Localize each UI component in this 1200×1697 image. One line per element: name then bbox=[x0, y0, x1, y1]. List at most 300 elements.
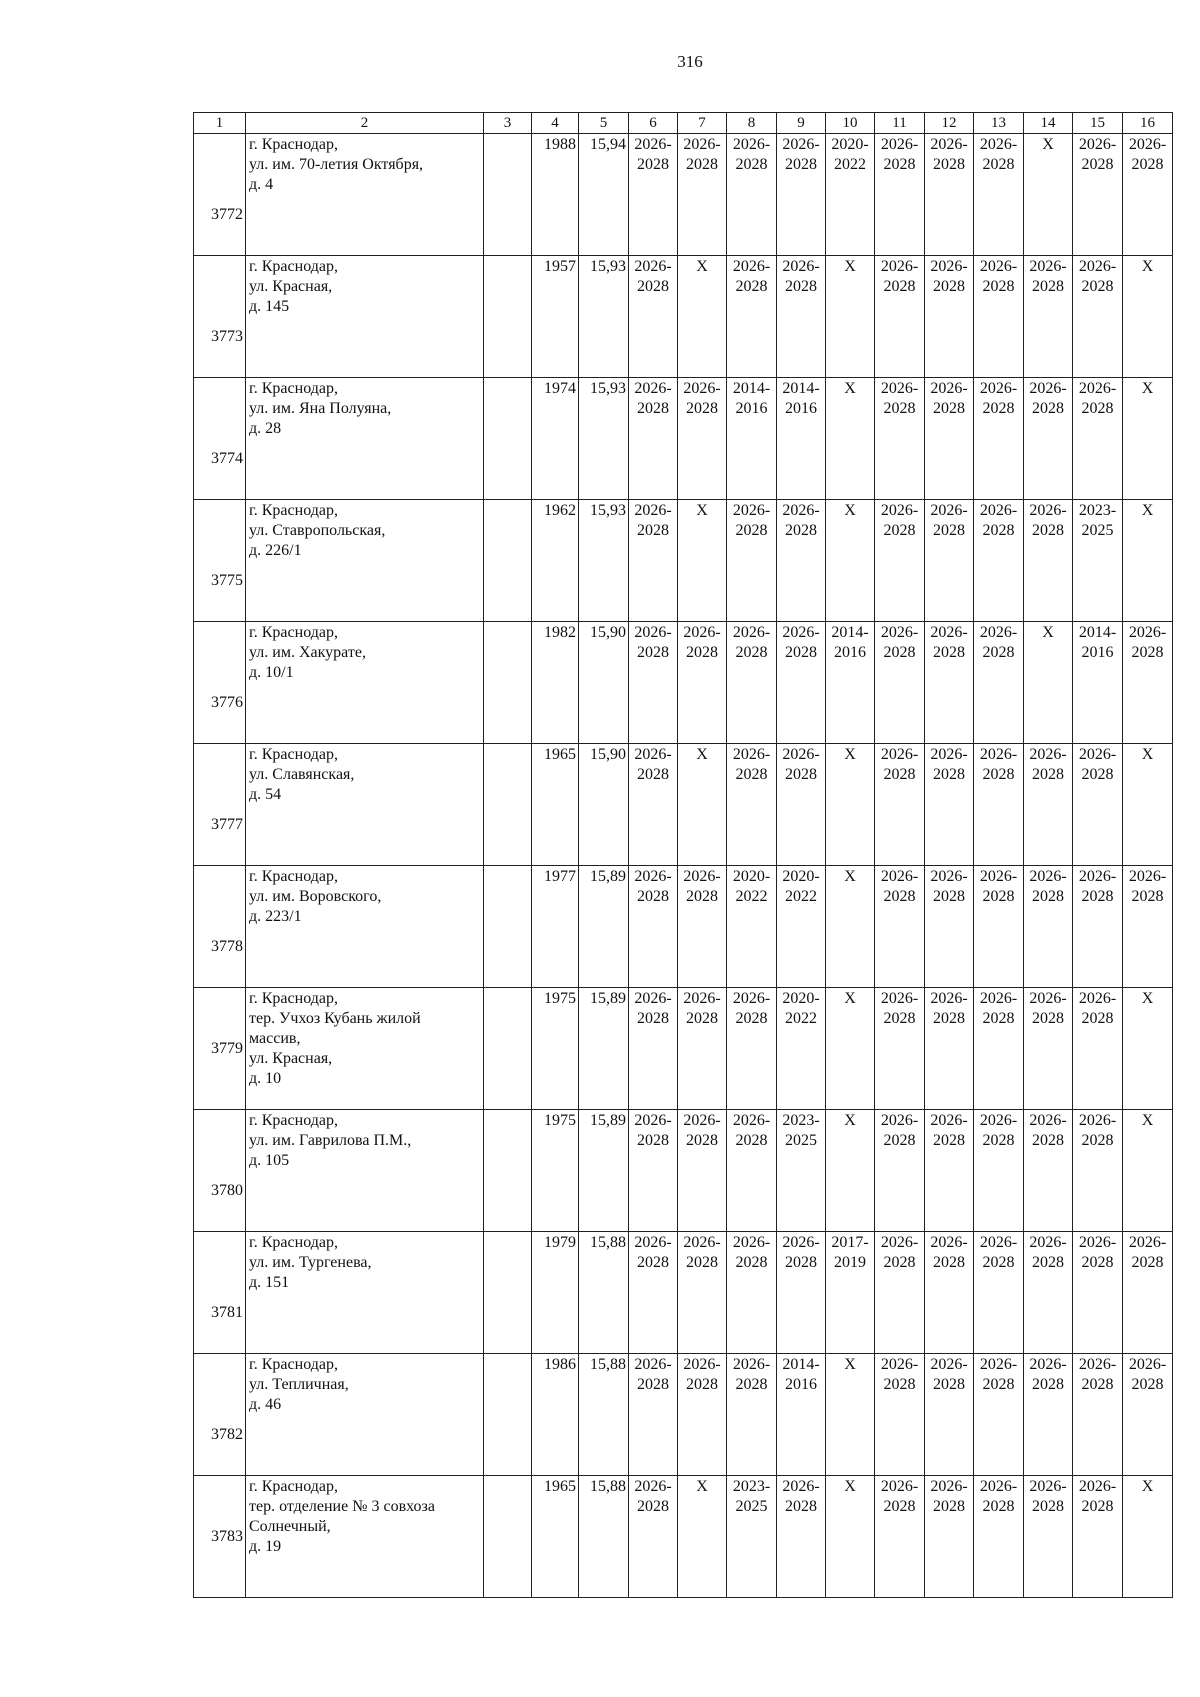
address-line: д. 226/1 bbox=[249, 542, 302, 559]
period-line: 2028 bbox=[637, 1498, 669, 1515]
period-line: 2028 bbox=[933, 888, 965, 905]
period-line: 2026- bbox=[979, 502, 1018, 519]
period-cell bbox=[777, 378, 826, 500]
period-line: 2026- bbox=[1078, 1356, 1117, 1373]
period-line: 2026- bbox=[634, 1234, 672, 1251]
period-cell bbox=[629, 378, 678, 500]
value-cell: 15,89 bbox=[579, 1110, 629, 1232]
value-cell: 15,94 bbox=[579, 134, 629, 256]
period-line: 2028 bbox=[1032, 766, 1064, 783]
period-line: 2028 bbox=[735, 522, 768, 539]
period-cell bbox=[1073, 1232, 1123, 1354]
period-cell bbox=[777, 744, 826, 866]
period-line: 2022 bbox=[785, 888, 817, 905]
period-cell bbox=[1073, 500, 1123, 622]
period-cell bbox=[1123, 744, 1173, 866]
period-cell bbox=[1123, 866, 1173, 988]
period-line: 2028 bbox=[883, 644, 916, 661]
period-cell bbox=[1024, 1110, 1073, 1232]
period-cell bbox=[777, 866, 826, 988]
period-line: X bbox=[1141, 380, 1154, 397]
period-cell bbox=[1073, 988, 1123, 1110]
period-line: 2028 bbox=[982, 156, 1015, 173]
period-cell bbox=[875, 744, 925, 866]
address-line: массив, bbox=[249, 1030, 301, 1047]
column-header: 13 bbox=[974, 113, 1024, 134]
period-cell bbox=[826, 378, 875, 500]
period-line: 2026- bbox=[930, 990, 968, 1007]
period-line: 2026- bbox=[634, 380, 672, 397]
period-cell bbox=[875, 988, 925, 1110]
period-line: 2028 bbox=[1081, 1376, 1114, 1393]
empty-cell bbox=[484, 1476, 532, 1598]
period-line: 2026- bbox=[930, 1112, 968, 1129]
row-number-text: 3777 bbox=[211, 815, 243, 833]
empty-cell bbox=[484, 256, 532, 378]
period-line: X bbox=[1141, 990, 1154, 1007]
period-cell bbox=[629, 500, 678, 622]
period-cell bbox=[678, 500, 727, 622]
address-line: ул. Красная, bbox=[249, 1050, 333, 1067]
period-cell bbox=[678, 1232, 727, 1354]
period-line: 2026- bbox=[1029, 746, 1067, 763]
address-cell bbox=[246, 622, 484, 744]
period-line: 2028 bbox=[933, 1010, 965, 1027]
period-line: X bbox=[696, 746, 708, 763]
period-line: 2026- bbox=[930, 258, 968, 275]
period-cell bbox=[1024, 378, 1073, 500]
period-line: 2026- bbox=[634, 868, 672, 885]
period-cell bbox=[1024, 500, 1073, 622]
row-number-text: 3775 bbox=[211, 571, 243, 589]
period-line: 2026- bbox=[880, 136, 919, 153]
period-cell bbox=[727, 622, 777, 744]
table-row bbox=[194, 378, 1173, 500]
period-line: 2028 bbox=[637, 644, 669, 661]
period-line: 2028 bbox=[1081, 766, 1114, 783]
period-cell bbox=[974, 256, 1024, 378]
address-line: д. 28 bbox=[249, 420, 282, 437]
row-number-text: 3783 bbox=[211, 1527, 243, 1545]
period-line: X bbox=[696, 1478, 708, 1495]
period-line: 2026- bbox=[634, 136, 672, 153]
period-cell bbox=[727, 1232, 777, 1354]
period-line: 2016 bbox=[785, 1376, 817, 1393]
column-header: 15 bbox=[1073, 113, 1123, 134]
period-line: 2026- bbox=[634, 746, 672, 763]
period-line: 2026- bbox=[979, 136, 1018, 153]
period-line: 2026- bbox=[1078, 380, 1117, 397]
period-line: 2026- bbox=[930, 380, 968, 397]
period-cell bbox=[925, 1476, 974, 1598]
period-cell bbox=[1123, 134, 1173, 256]
period-line: X bbox=[1141, 746, 1154, 763]
address-line: г. Краснодар, bbox=[249, 1112, 338, 1129]
period-cell bbox=[826, 866, 875, 988]
period-cell bbox=[727, 1476, 777, 1598]
period-line: 2028 bbox=[1032, 888, 1064, 905]
period-line: 2028 bbox=[982, 522, 1015, 539]
period-cell bbox=[875, 134, 925, 256]
period-line: 2026- bbox=[930, 136, 968, 153]
period-line: 2025 bbox=[735, 1498, 768, 1515]
period-cell bbox=[925, 1232, 974, 1354]
address-line: тер. Учхоз Кубань жилой bbox=[249, 1010, 421, 1027]
period-cell bbox=[629, 1354, 678, 1476]
period-line: 2026- bbox=[979, 258, 1018, 275]
period-line: 2026- bbox=[732, 1234, 771, 1251]
period-line: 2026- bbox=[979, 380, 1018, 397]
period-line: 2026- bbox=[1078, 746, 1117, 763]
period-line: 2028 bbox=[1081, 1132, 1114, 1149]
period-line: 2026- bbox=[1078, 136, 1117, 153]
empty-cell bbox=[484, 1232, 532, 1354]
period-cell bbox=[974, 500, 1024, 622]
column-header: 14 bbox=[1024, 113, 1073, 134]
period-line: 2028 bbox=[933, 1254, 965, 1271]
period-line: 2028 bbox=[1081, 888, 1114, 905]
period-line: 2023- bbox=[732, 1478, 771, 1495]
empty-cell bbox=[484, 500, 532, 622]
period-line: 2026- bbox=[732, 1356, 771, 1373]
period-line: 2028 bbox=[785, 1254, 817, 1271]
period-line: 2026- bbox=[634, 502, 672, 519]
row-number-text: 3778 bbox=[211, 937, 243, 955]
address-line: д. 4 bbox=[249, 176, 274, 193]
period-cell bbox=[1123, 1476, 1173, 1598]
period-cell bbox=[1123, 256, 1173, 378]
period-cell bbox=[974, 622, 1024, 744]
period-cell bbox=[1024, 622, 1073, 744]
period-line: X bbox=[844, 990, 856, 1007]
address-line: д. 10 bbox=[249, 1070, 282, 1087]
empty-cell bbox=[484, 1110, 532, 1232]
period-cell bbox=[1073, 744, 1123, 866]
period-cell bbox=[1024, 988, 1073, 1110]
row-number bbox=[194, 622, 246, 744]
period-cell bbox=[925, 256, 974, 378]
period-cell bbox=[777, 1232, 826, 1354]
period-line: 2026- bbox=[979, 1234, 1018, 1251]
period-cell bbox=[826, 500, 875, 622]
period-line: 2028 bbox=[982, 888, 1015, 905]
period-line: 2028 bbox=[1081, 1254, 1114, 1271]
period-cell bbox=[1024, 1232, 1073, 1354]
column-header: 12 bbox=[925, 113, 974, 134]
period-line: 2028 bbox=[1081, 278, 1114, 295]
period-line: 2026- bbox=[880, 1234, 919, 1251]
period-line: 2026- bbox=[1029, 380, 1067, 397]
table-row bbox=[194, 1476, 1173, 1598]
period-line: 2026- bbox=[979, 1478, 1018, 1495]
period-line: 2026- bbox=[683, 624, 721, 641]
period-line: 2026- bbox=[1078, 258, 1117, 275]
period-cell bbox=[1024, 1354, 1073, 1476]
housing-register-table bbox=[193, 112, 1173, 1598]
year-cell: 1965 bbox=[532, 1476, 579, 1598]
period-line: 2028 bbox=[982, 1010, 1015, 1027]
table-row bbox=[194, 1354, 1173, 1476]
period-cell bbox=[1123, 1232, 1173, 1354]
period-line: 2026- bbox=[930, 1356, 968, 1373]
row-number bbox=[194, 1110, 246, 1232]
period-line: 2016 bbox=[735, 400, 768, 417]
period-line: 2028 bbox=[637, 1132, 669, 1149]
period-cell bbox=[925, 622, 974, 744]
period-cell bbox=[1073, 134, 1123, 256]
period-line: 2028 bbox=[982, 1498, 1015, 1515]
period-cell bbox=[678, 134, 727, 256]
column-header: 5 bbox=[579, 113, 629, 134]
column-header: 8 bbox=[727, 113, 777, 134]
period-line: 2014- bbox=[782, 1356, 820, 1373]
period-line: 2028 bbox=[1032, 1010, 1064, 1027]
period-line: 2026- bbox=[880, 258, 919, 275]
period-line: 2026- bbox=[930, 502, 968, 519]
address-line: ул. Ставропольская, bbox=[249, 522, 386, 539]
period-line: 2017- bbox=[831, 1234, 869, 1251]
period-line: X bbox=[844, 258, 856, 275]
period-cell bbox=[875, 1354, 925, 1476]
period-line: 2028 bbox=[735, 766, 768, 783]
period-line: 2025 bbox=[785, 1132, 817, 1149]
period-line: 2028 bbox=[735, 278, 768, 295]
year-cell: 1979 bbox=[532, 1232, 579, 1354]
period-line: 2028 bbox=[883, 1010, 916, 1027]
period-line: 2028 bbox=[1032, 1498, 1064, 1515]
row-number bbox=[194, 1232, 246, 1354]
period-line: 2026- bbox=[930, 1478, 968, 1495]
period-line: 2028 bbox=[883, 1254, 916, 1271]
period-line: 2026- bbox=[1128, 868, 1167, 885]
period-line: 2026- bbox=[683, 380, 721, 397]
row-number bbox=[194, 744, 246, 866]
period-line: 2026- bbox=[683, 1234, 721, 1251]
column-header: 7 bbox=[678, 113, 727, 134]
column-header: 2 bbox=[246, 113, 484, 134]
period-line: 2028 bbox=[1032, 522, 1064, 539]
period-cell bbox=[678, 1354, 727, 1476]
period-line: 2028 bbox=[637, 522, 669, 539]
value-cell: 15,93 bbox=[579, 500, 629, 622]
period-line: 2026- bbox=[1029, 1234, 1067, 1251]
period-line: 2028 bbox=[1032, 1254, 1064, 1271]
period-line: 2028 bbox=[883, 1498, 916, 1515]
period-line: 2028 bbox=[735, 156, 768, 173]
period-line: 2026- bbox=[979, 990, 1018, 1007]
value-cell: 15,90 bbox=[579, 622, 629, 744]
period-cell bbox=[974, 378, 1024, 500]
period-line: 2014- bbox=[1078, 624, 1117, 641]
period-cell bbox=[875, 378, 925, 500]
period-line: 2028 bbox=[1131, 644, 1164, 661]
period-cell bbox=[974, 744, 1024, 866]
period-cell bbox=[727, 134, 777, 256]
period-line: 2026- bbox=[979, 746, 1018, 763]
period-line: 2028 bbox=[1081, 156, 1114, 173]
year-cell: 1957 bbox=[532, 256, 579, 378]
period-line: 2026- bbox=[732, 746, 771, 763]
period-line: 2023- bbox=[782, 1112, 820, 1129]
period-line: 2026- bbox=[979, 624, 1018, 641]
value-cell: 15,89 bbox=[579, 866, 629, 988]
period-line: 2028 bbox=[637, 278, 669, 295]
period-line: 2026- bbox=[683, 1356, 721, 1373]
address-cell bbox=[246, 988, 484, 1110]
address-line: ул. им. Хакурате, bbox=[249, 644, 366, 661]
period-cell bbox=[826, 1232, 875, 1354]
period-line: 2028 bbox=[1131, 1376, 1164, 1393]
year-cell: 1988 bbox=[532, 134, 579, 256]
year-cell: 1986 bbox=[532, 1354, 579, 1476]
period-line: 2014- bbox=[782, 380, 820, 397]
period-line: 2026- bbox=[732, 136, 771, 153]
period-cell bbox=[1123, 1110, 1173, 1232]
period-line: X bbox=[696, 258, 708, 275]
period-line: 2028 bbox=[686, 156, 718, 173]
period-line: 2028 bbox=[686, 888, 718, 905]
address-cell bbox=[246, 378, 484, 500]
period-line: 2028 bbox=[735, 1254, 768, 1271]
table-row bbox=[194, 744, 1173, 866]
period-cell bbox=[974, 1476, 1024, 1598]
period-cell bbox=[777, 1110, 826, 1232]
period-cell bbox=[629, 256, 678, 378]
period-line: 2026- bbox=[683, 136, 721, 153]
period-line: 2026- bbox=[634, 1356, 672, 1373]
period-cell bbox=[1073, 1476, 1123, 1598]
table-row bbox=[194, 622, 1173, 744]
period-line: 2028 bbox=[637, 1376, 669, 1393]
period-line: 2028 bbox=[1081, 400, 1114, 417]
row-number bbox=[194, 134, 246, 256]
address-cell bbox=[246, 134, 484, 256]
address-line: ул. Красная, bbox=[249, 278, 333, 295]
period-cell bbox=[925, 1110, 974, 1232]
period-line: 2020- bbox=[782, 990, 820, 1007]
column-header: 16 bbox=[1123, 113, 1173, 134]
period-line: 2026- bbox=[1078, 1234, 1117, 1251]
row-number-text: 3774 bbox=[211, 449, 243, 467]
period-cell bbox=[875, 256, 925, 378]
address-line: д. 19 bbox=[249, 1538, 282, 1555]
period-line: 2026- bbox=[930, 746, 968, 763]
period-cell bbox=[1073, 1354, 1123, 1476]
period-line: 2028 bbox=[933, 278, 965, 295]
period-line: 2026- bbox=[782, 502, 820, 519]
period-line: 2026- bbox=[782, 746, 820, 763]
row-number-text: 3782 bbox=[211, 1425, 243, 1443]
period-cell bbox=[678, 256, 727, 378]
period-line: 2022 bbox=[735, 888, 768, 905]
period-cell bbox=[925, 500, 974, 622]
period-line: 2026- bbox=[880, 502, 919, 519]
year-cell: 1975 bbox=[532, 988, 579, 1110]
year-cell: 1982 bbox=[532, 622, 579, 744]
period-line: 2026- bbox=[880, 868, 919, 885]
period-line: 2028 bbox=[933, 156, 965, 173]
period-cell bbox=[678, 378, 727, 500]
period-line: 2023- bbox=[1078, 502, 1117, 519]
address-cell bbox=[246, 1354, 484, 1476]
period-line: 2028 bbox=[1032, 1376, 1064, 1393]
address-cell bbox=[246, 1232, 484, 1354]
value-cell: 15,88 bbox=[579, 1476, 629, 1598]
period-line: 2028 bbox=[883, 766, 916, 783]
address-line: г. Краснодар, bbox=[249, 1478, 338, 1495]
period-line: 2026- bbox=[880, 990, 919, 1007]
address-line: ул. им. Гаврилова П.М., bbox=[249, 1132, 412, 1149]
period-line: 2028 bbox=[1131, 1254, 1164, 1271]
period-line: 2028 bbox=[785, 522, 817, 539]
address-line: д. 105 bbox=[249, 1152, 290, 1169]
period-line: 2026- bbox=[979, 1112, 1018, 1129]
period-cell bbox=[777, 988, 826, 1110]
period-cell bbox=[1073, 378, 1123, 500]
period-line: 2019 bbox=[834, 1254, 866, 1271]
period-line: 2026- bbox=[930, 868, 968, 885]
period-cell bbox=[826, 988, 875, 1110]
address-line: г. Краснодар, bbox=[249, 990, 338, 1007]
period-cell bbox=[826, 744, 875, 866]
period-cell bbox=[678, 744, 727, 866]
period-cell bbox=[826, 622, 875, 744]
period-line: 2028 bbox=[686, 644, 718, 661]
period-line: 2028 bbox=[785, 156, 817, 173]
period-line: X bbox=[1042, 624, 1054, 641]
period-cell bbox=[678, 866, 727, 988]
period-cell bbox=[875, 1476, 925, 1598]
period-cell bbox=[1073, 866, 1123, 988]
empty-cell bbox=[484, 378, 532, 500]
period-line: 2026- bbox=[634, 1112, 672, 1129]
row-number-text: 3776 bbox=[211, 693, 243, 711]
table-row bbox=[194, 1232, 1173, 1354]
period-line: 2028 bbox=[686, 1254, 718, 1271]
period-cell bbox=[629, 1476, 678, 1598]
period-line: X bbox=[844, 1356, 856, 1373]
period-cell bbox=[826, 256, 875, 378]
period-cell bbox=[629, 1110, 678, 1232]
period-cell bbox=[777, 134, 826, 256]
address-line: тер. отделение № 3 совхоза bbox=[249, 1498, 435, 1515]
period-cell bbox=[777, 622, 826, 744]
address-line: г. Краснодар, bbox=[249, 1356, 338, 1373]
period-cell bbox=[777, 1476, 826, 1598]
period-line: 2026- bbox=[683, 990, 721, 1007]
period-cell bbox=[875, 1110, 925, 1232]
period-cell bbox=[925, 988, 974, 1110]
period-line: 2028 bbox=[883, 400, 916, 417]
address-line: г. Краснодар, bbox=[249, 868, 338, 885]
period-line: 2026- bbox=[1128, 624, 1167, 641]
period-line: 2026- bbox=[634, 624, 672, 641]
period-line: 2028 bbox=[785, 644, 817, 661]
row-number-text: 3773 bbox=[211, 327, 243, 345]
period-line: 2028 bbox=[785, 278, 817, 295]
period-cell bbox=[777, 256, 826, 378]
period-line: 2026- bbox=[1078, 990, 1117, 1007]
period-line: 2028 bbox=[883, 1376, 916, 1393]
period-line: 2016 bbox=[834, 644, 866, 661]
value-cell: 15,90 bbox=[579, 744, 629, 866]
address-cell bbox=[246, 256, 484, 378]
period-line: X bbox=[1141, 502, 1154, 519]
period-cell bbox=[826, 1354, 875, 1476]
period-line: 2026- bbox=[1128, 1356, 1167, 1373]
period-line: 2026- bbox=[880, 380, 919, 397]
row-number-text: 3772 bbox=[211, 205, 243, 223]
